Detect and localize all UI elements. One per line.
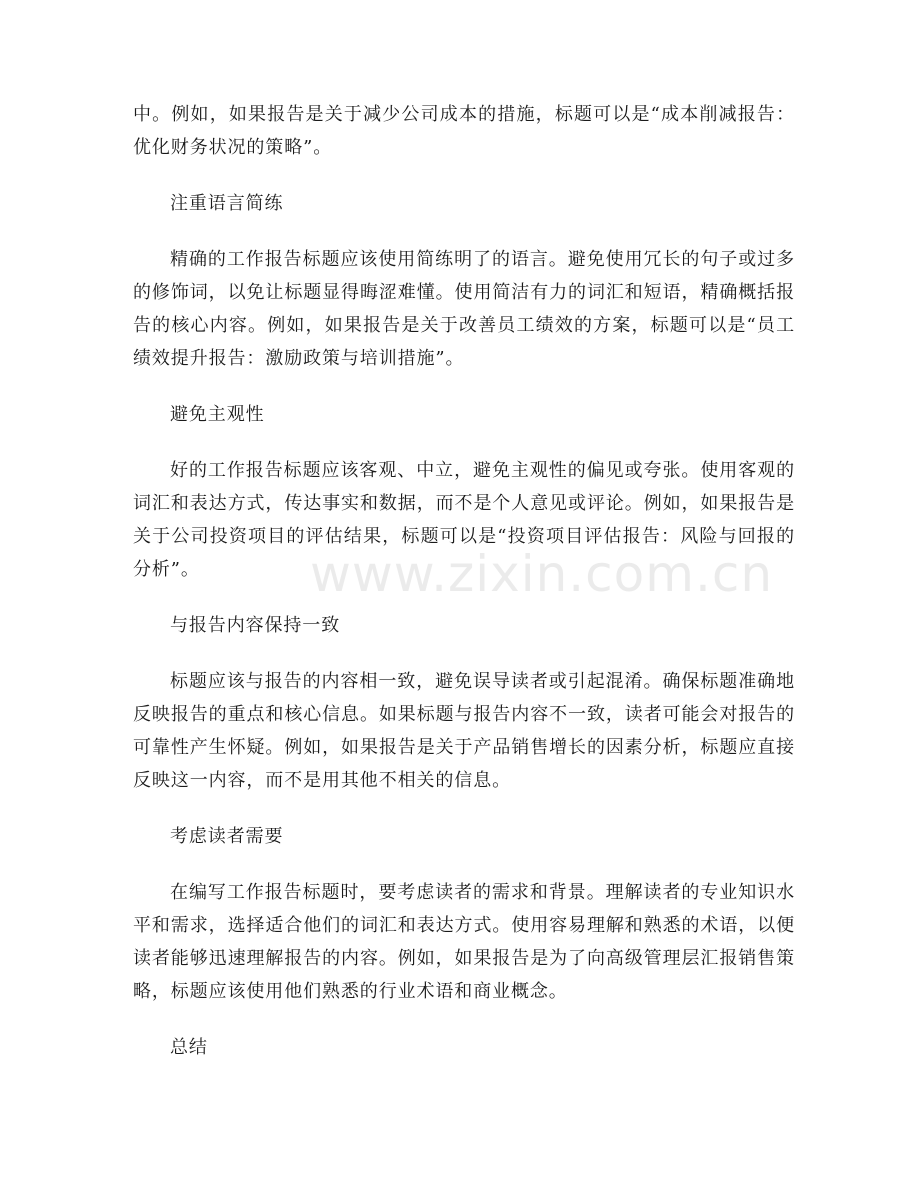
paragraph-concise-language: 精确的工作报告标题应该使用简练明了的语言。避免使用冗长的句子或过多的修饰词，以免让标题显得晦涩难懂。使用简洁有力的词汇和短语，精确概括报告的核心内容。例如，如果报告是关于改善员工绩效的方案，标题可以是“员工绩效提升报告：激励政策与培训措施”。 [133, 249, 795, 369]
paragraph-avoid-subjectivity: 好的工作报告标题应该客观、中立，避免主观性的偏见或夸张。使用客观的词汇和表达方式，传达事实和数据，而不是个人意见或评论。例如，如果报告是关于公司投资项目的评估结果，标题可以是“投资项目评估报告：风险与回报的分析”。 [133, 460, 795, 580]
paragraph-reader-needs: 在编写工作报告标题时，要考虑读者的需求和背景。理解读者的专业知识水平和需求，选择适合他们的词汇和表达方式。使用容易理解和熟悉的术语，以便读者能够迅速理解报告的内容。例如，如果报告是为了向高级管理层汇报销售策略，标题应该使用他们熟悉的行业术语和商业概念。 [133, 882, 795, 1002]
document-page [133, 98, 795, 1087]
section-heading-consistency: 与报告内容保持一致 [170, 615, 341, 636]
paragraph-intro-continuation: 中。例如，如果报告是关于减少公司成本的措施，标题可以是“成本削减报告：优化财务状况的策略”。 [133, 104, 795, 158]
section-heading-concise-language: 注重语言简练 [170, 193, 284, 214]
section-heading-summary: 总结 [170, 1037, 208, 1058]
section-heading-reader-needs: 考虑读者需要 [170, 826, 284, 847]
watermark: www.zixin.com.cn [310, 545, 774, 603]
section-heading-avoid-subjectivity: 避免主观性 [170, 404, 265, 425]
paragraph-consistency: 标题应该与报告的内容相一致，避免误导读者或引起混淆。确保标题准确地反映报告的重点和核心信息。如果标题与报告内容不一致，读者可能会对报告的可靠性产生怀疑。例如，如果报告是关于产品销售增长的因素分析，标题应直接反映这一内容，而不是用其他不相关的信息。 [133, 671, 795, 791]
